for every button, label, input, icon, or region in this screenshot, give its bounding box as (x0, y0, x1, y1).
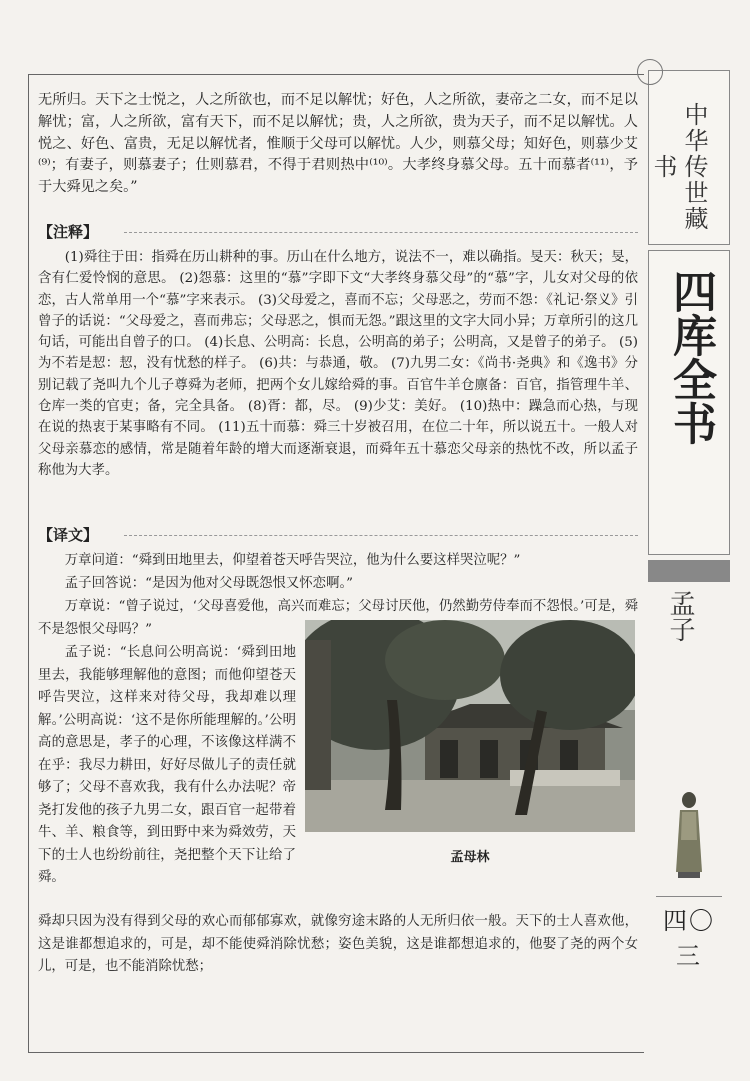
translation-heading-rule (124, 535, 638, 536)
notes-paragraph: (1)舜往于田：指舜在历山耕种的事。历山在什么地方，说法不一，难以确指。旻天：秋天；旻，含有仁爱怜悯的意思。 (2)怨慕：这里的“慕”字即下文“大孝终身慕父母”的“慕”字，儿女对父母的依恋，古人常单用一个“慕”字来表示。 (3)父母爱之，喜而不忘；父母恶之，劳而不怨：《礼记·祭义》引曾子的话说：“父母爱之，喜而弗忘；父母恶之，惧而无怨。”跟这里的文字大同小异；万章所引的这几句话，可能出自曾子的口。 (4)长息、公明高：长息，公明高的弟子；公明高，又是曾子的弟子。 (5)为不若是恝：恝，没有忧愁的样子。 (6)共：与恭通，敬。 (7)九男二女：《尚书·尧典》和《逸书》分别记载了尧叫九个儿子尊舜为老师，把两个女儿嫁给舜的事。百官牛羊仓廪备：百官，指管理牛羊、仓库一类的官吏；备，完全具备。 (8)胥：都，尽。 (9)少艾：美好。 (10)热中：躁急而心热，与现在说的热衷于某事略有不同。 (11)五十而慕：舜三十岁被召用，在位二十年，所以说五十。一般人对父母亲慕恋的感情，常是随着年龄的增大而逐渐衰退，而舜年五十慕恋父母亲的热忱不改，所以孟子称他为大孝。 (38, 250, 638, 478)
series-title-box (648, 70, 730, 245)
temple-photo-image (305, 620, 635, 832)
translation-paragraph: 孟子回答说：“是因为他对父母既怨恨又怀恋啊。” (64, 575, 353, 591)
translation-paragraph: 万章问道：“舜到田地里去，仰望着苍天呼告哭泣，他为什么要这样哭泣呢？” (64, 553, 521, 568)
book-name: 孟子 (665, 590, 695, 642)
sage-figure-icon (672, 790, 706, 882)
translation-block-top (38, 550, 638, 595)
translation-heading: 【译文】 (38, 526, 99, 544)
notes-heading: 【注释】 (38, 223, 99, 241)
page-number-box (656, 896, 722, 970)
photo-caption: 孟母林 (450, 850, 490, 865)
frame-left-rule (28, 74, 29, 1052)
notes-block (38, 247, 638, 481)
notes-heading-row (38, 221, 638, 243)
sidebar (648, 70, 730, 1054)
page-number: 四〇三 (663, 907, 715, 970)
corner-ornament-icon (637, 59, 663, 85)
series-title: 中华传世藏书 (649, 101, 708, 232)
frame-bottom-rule (28, 1052, 644, 1053)
frame-top-rule (28, 74, 644, 75)
collection-title-box (648, 250, 730, 555)
intro-paragraph: 无所归。天下之士悦之，人之所欲也，而不足以解忧；好色，人之所欲，妻帝之二女，而不足以解忧；富，人之所欲，富有天下，而不足以解忧；贵，人之所欲，贵为天子，而不足以解忧。人悦之、好色、富贵，无足以解忧者，惟顺于父母可以解忧。人少，则慕父母；知好色，则慕少艾⁽⁹⁾；有妻子，则慕妻子；仕则慕君，不得于君则热中⁽¹⁰⁾。大孝终身慕父母。五十而慕者⁽¹¹⁾，予于大舜见之矣。” (38, 92, 638, 196)
translation-paragraph: 舜却只因为没有得到父母的欢心而郁郁寡欢，就像穷途末路的人无所归依一般。天下的士人喜欢他，这是谁都想追求的，可是，却不能使舜消除忧愁；姿色美貌，这是谁都想追求的，他娶了尧的两个女儿，可是，也不能消除忧愁； (38, 914, 638, 974)
translation-paragraph: 孟子说：“长息问公明高说：‘舜到田地里去，我能够理解他的意图；而他仰望苍天呼告哭泣，这样来对待父母，我却难以理解。’公明高说：‘这不是你所能理解的。’公明高的意思是，孝子的心理，不该像这样满不在乎：我尽力耕田，好好尽做儿子的责任就够了；父母不喜欢我，我有什么办法呢？帝尧打发他的孩子九男二女，跟百官一起带着牛、羊、粮食等，到田野中来为舜效劳，天下的士人也纷纷前往，尧把整个天下让给了舜。 (38, 645, 296, 885)
collection-title: 四库全书 (665, 269, 716, 445)
sidebar-divider (648, 560, 730, 582)
temple-photo (305, 620, 635, 832)
translation-bottom-block (38, 911, 638, 979)
intro-text-block (38, 90, 638, 199)
notes-heading-rule (124, 232, 638, 233)
translation-heading-row (38, 524, 638, 546)
translation-mencius-block (38, 642, 296, 890)
translation-paragraph: 万章说：“曾子说过，‘父母喜爱他，高兴而难忘；父母讨厌他，仍然勤劳侍奉而不怨恨。’可是，舜不是怨恨父母吗？” (38, 599, 638, 637)
